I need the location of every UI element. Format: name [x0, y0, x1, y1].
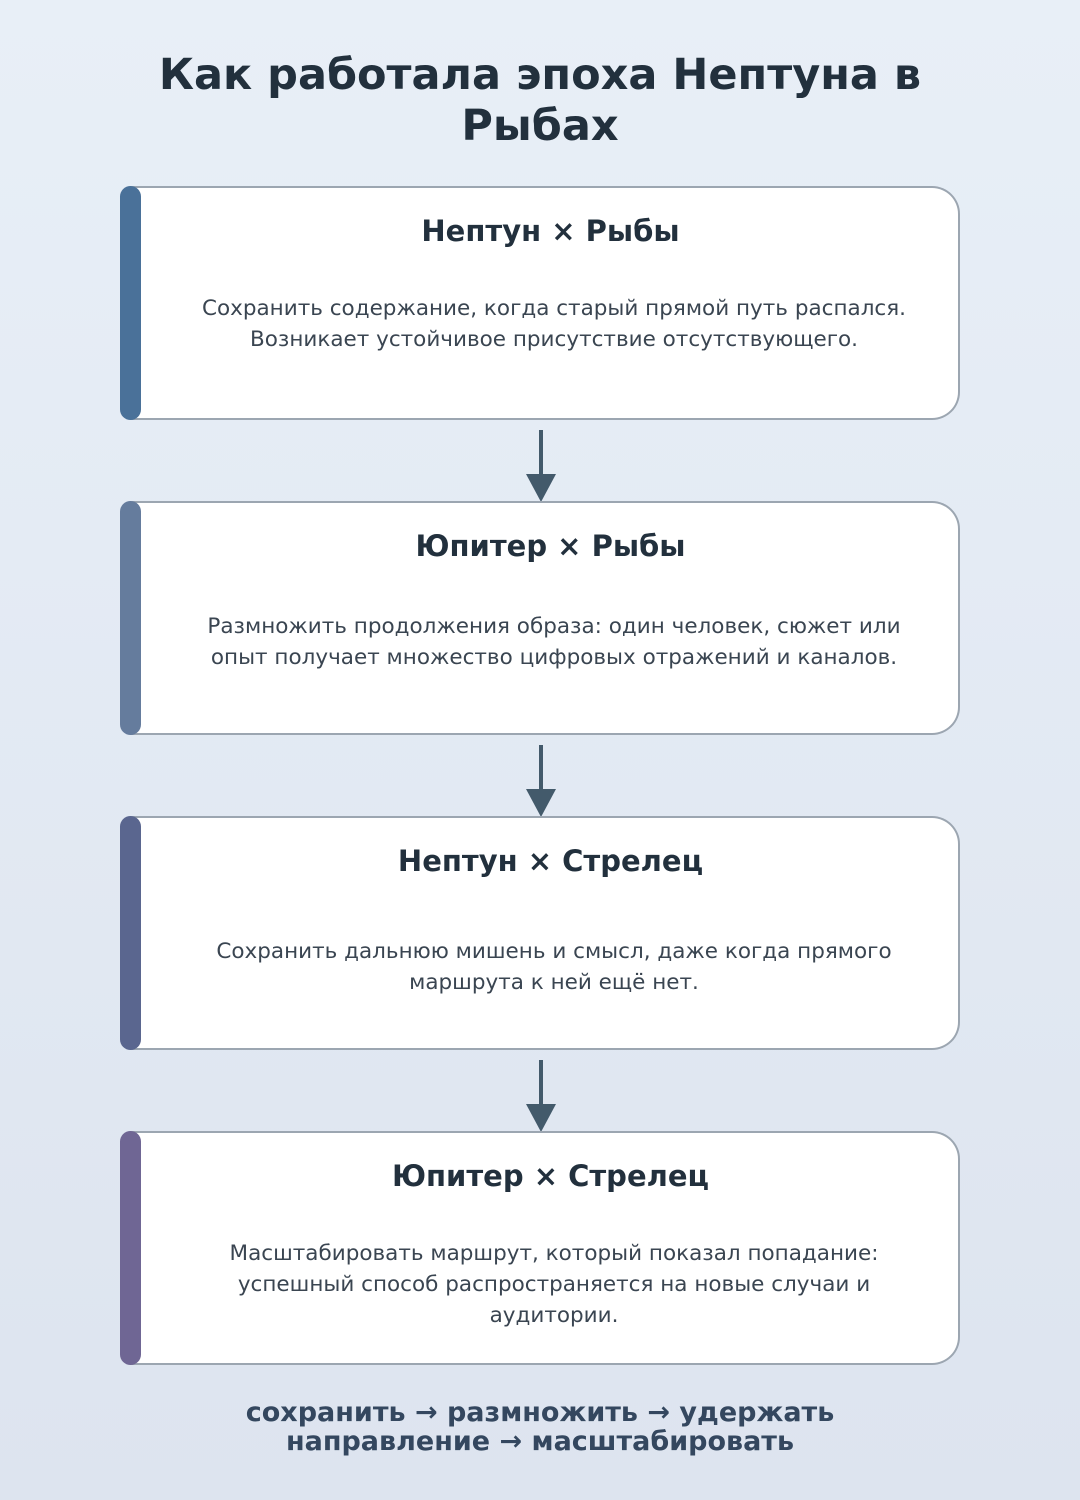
card-text: Размножить продолжения образа: один человек, сюжет или опыт получает множество цифровых отражений и каналов.: [207, 614, 901, 670]
card-neptune-sagittarius: [120, 816, 960, 1050]
card-jupiter-pisces: [120, 501, 960, 735]
summary-line-1: сохранить → размножить → удержать: [245, 1397, 835, 1428]
page-title: Как работала эпоха Нептуна в Рыбах: [158, 50, 922, 151]
arrow-down-icon: [526, 745, 556, 817]
card-jupiter-sagittarius: [120, 1131, 960, 1365]
card-text: Масштабировать маршрут, который показал попадание: успешный способ распространяется на новые случаи и аудитории.: [229, 1241, 879, 1328]
card-neptune-pisces: [120, 186, 960, 420]
card-text: Сохранить дальнюю мишень и смысл, даже когда прямого маршрута к ней ещё нет.: [216, 939, 892, 995]
card-accent-bar: [120, 501, 141, 735]
card-title: Юпитер × Рыбы: [415, 529, 686, 563]
card-title: Нептун × Стрелец: [397, 844, 704, 878]
card-text: Сохранить содержание, когда старый прямой путь распался. Возникает устойчивое присутствие отсутствующего.: [201, 296, 907, 352]
card-title: Юпитер × Стрелец: [391, 1159, 710, 1193]
arrow-down-icon: [526, 430, 556, 502]
summary-caption: [90, 1398, 990, 1456]
summary-line-2: направление → масштабировать: [285, 1426, 795, 1457]
card-accent-bar: [120, 186, 141, 420]
arrow-down-icon: [526, 1060, 556, 1132]
card-accent-bar: [120, 1131, 141, 1365]
card-accent-bar: [120, 816, 141, 1050]
card-title: Нептун × Рыбы: [421, 214, 680, 248]
